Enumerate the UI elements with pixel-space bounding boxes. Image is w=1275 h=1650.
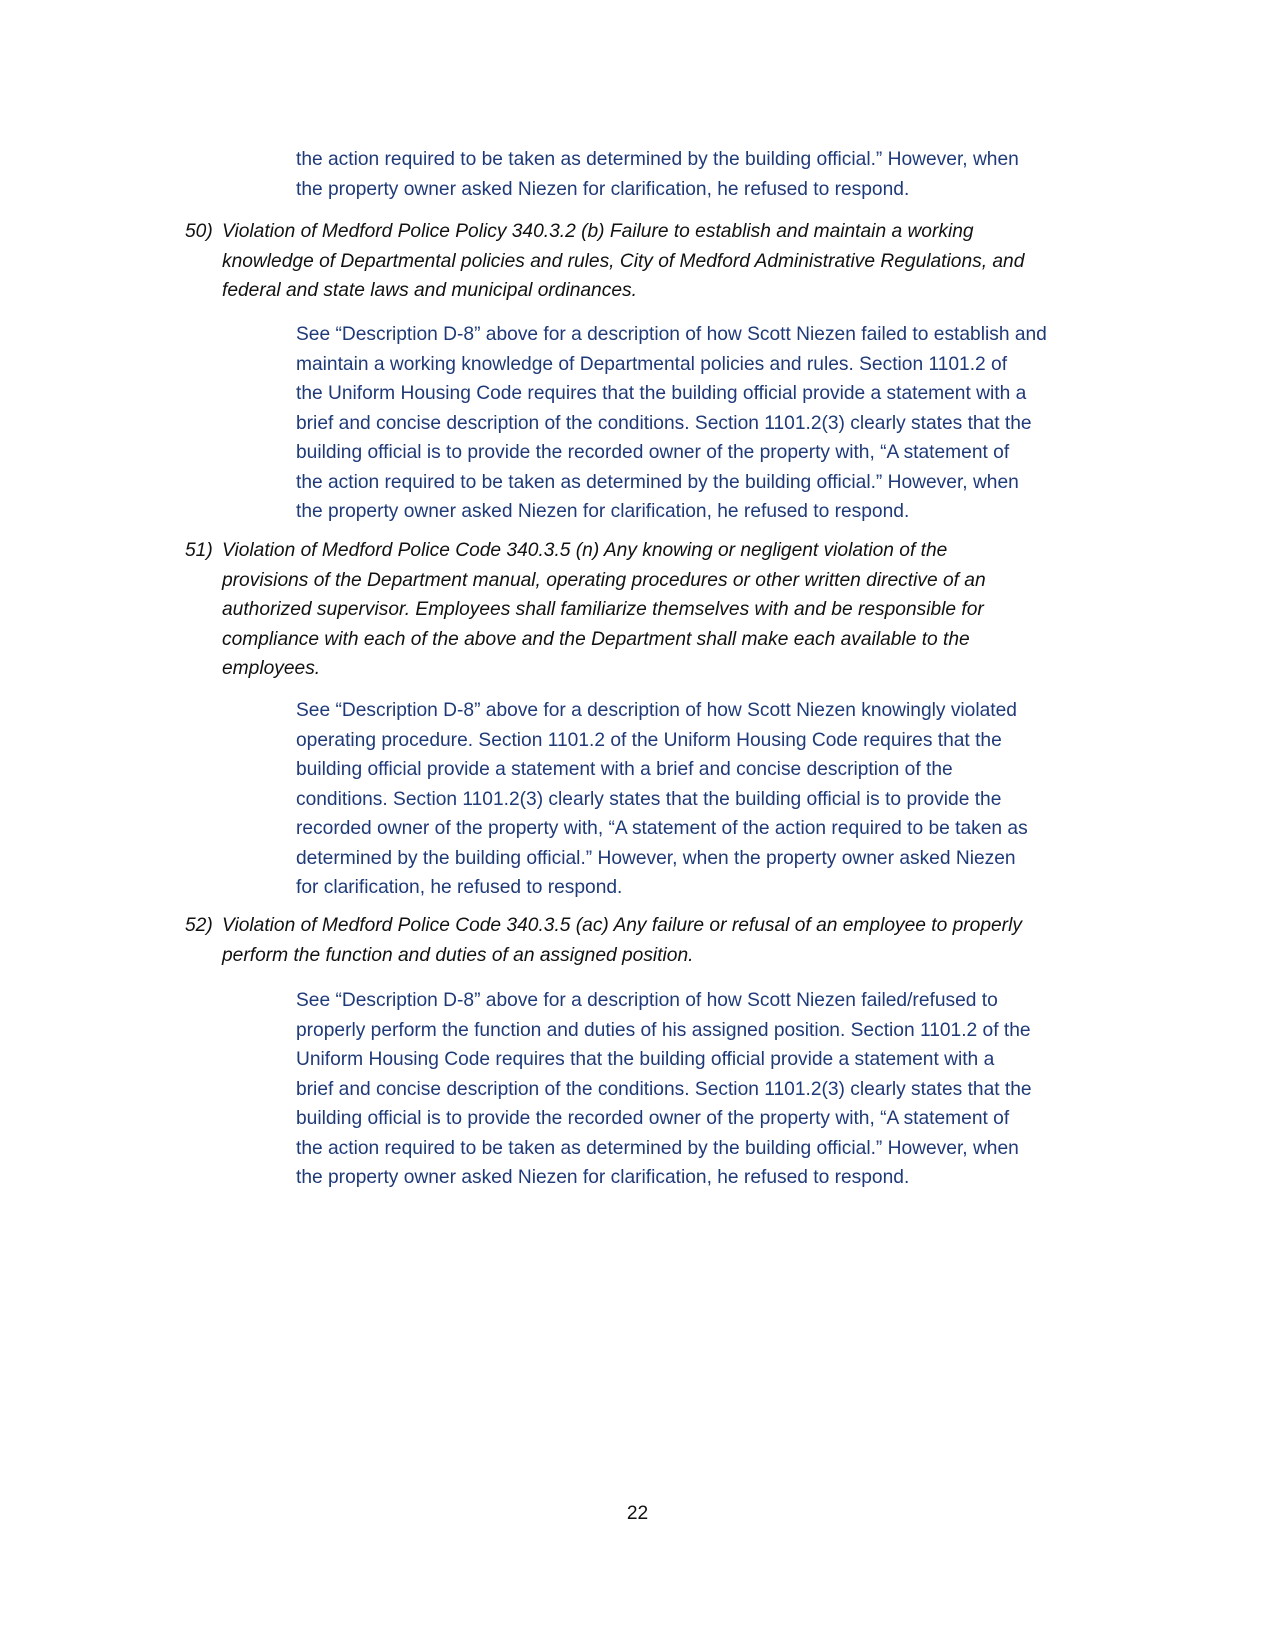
- paragraph-line: building official provide a statement with a brief and concise description of the: [296, 759, 953, 780]
- description-paragraph: [296, 696, 1116, 903]
- heading-line: compliance with each of the above and the Department shall make each available to the: [222, 628, 970, 650]
- paragraph-line: operating procedure. Section 1101.2 of the Uniform Housing Code requires that the: [296, 729, 1002, 751]
- item-number: 50): [185, 221, 213, 242]
- heading-text: Violation of Medford Police Policy 340.3.2 (b) Failure to establish and maintain a working: [222, 221, 974, 242]
- paragraph-line: properly perform the function and duties of his assigned position. Section 1101.2 of the: [296, 1019, 1031, 1041]
- paragraph-line: brief and concise description of the conditions. Section 1101.2(3) clearly states that the: [296, 1078, 1032, 1100]
- heading-line: employees.: [222, 658, 321, 679]
- paragraph-line: recorded owner of the property with, “A statement of the action required to be taken as: [296, 818, 1028, 839]
- paragraph-line: the Uniform Housing Code requires that the building official provide a statement with a: [296, 383, 1027, 404]
- violation-item-heading: [185, 217, 1115, 306]
- paragraph-line: building official is to provide the recorded owner of the property with, “A statement of: [296, 1108, 1010, 1129]
- heading-line: [185, 536, 1115, 566]
- paragraph-line: See “Description D-8” above for a description of how Scott Niezen failed to establish and: [296, 324, 1047, 345]
- paragraph-line: the property owner asked Niezen for clarification, he refused to respond.: [296, 178, 910, 200]
- paragraph-line: building official is to provide the recorded owner of the property with, “A statement of: [296, 442, 1010, 463]
- heading-line: perform the function and duties of an assigned position.: [222, 944, 694, 966]
- heading-text: Violation of Medford Police Code 340.3.5 (n) Any knowing or negligent violation of the: [222, 540, 948, 561]
- paragraph-line: the action required to be taken as determined by the building official.” However, when: [296, 149, 1019, 170]
- heading-line: [185, 217, 1115, 247]
- violation-item-heading: [185, 911, 1115, 970]
- item-number: 52): [185, 915, 213, 936]
- paragraph-line: conditions. Section 1101.2(3) clearly states that the building official is to provide the: [296, 788, 1002, 810]
- paragraph-line: the property owner asked Niezen for clarification, he refused to respond.: [296, 501, 910, 522]
- paragraph-line: the property owner asked Niezen for clarification, he refused to respond.: [296, 1167, 910, 1188]
- page-number: 22: [626, 1503, 649, 1524]
- paragraph-line: determined by the building official.” However, when the property owner asked Niezen: [296, 847, 1016, 869]
- paragraph-line: brief and concise description of the conditions. Section 1101.2(3) clearly states that the: [296, 412, 1032, 434]
- description-paragraph: [296, 986, 1116, 1193]
- heading-line: knowledge of Departmental policies and rules, City of Medford Administrative Regulations, and: [222, 250, 1025, 272]
- paragraph-line: See “Description D-8” above for a description of how Scott Niezen knowingly violated: [296, 700, 1017, 721]
- paragraph-line: Uniform Housing Code requires that the building official provide a statement with a: [296, 1049, 995, 1070]
- heading-line: provisions of the Department manual, operating procedures or other written directive of an: [222, 569, 986, 591]
- paragraph-line: the action required to be taken as determined by the building official.” However, when: [296, 1137, 1019, 1159]
- heading-line: [185, 911, 1115, 941]
- item-number: 51): [185, 540, 213, 561]
- paragraph-line: for clarification, he refused to respond.: [296, 877, 623, 898]
- paragraph-line: See “Description D-8” above for a description of how Scott Niezen failed/refused to: [296, 990, 998, 1011]
- description-paragraph: [296, 320, 1116, 527]
- heading-text: Violation of Medford Police Code 340.3.5 (ac) Any failure or refusal of an employee to properly: [222, 915, 1022, 936]
- heading-line: authorized supervisor. Employees shall familiarize themselves with and be responsible for: [222, 599, 984, 620]
- violation-item-heading: [185, 536, 1115, 684]
- paragraph-line: maintain a working knowledge of Departmental policies and rules. Section 1101.2 of: [296, 353, 1008, 375]
- paragraph-line: the action required to be taken as determined by the building official.” However, when: [296, 471, 1019, 493]
- description-paragraph: [296, 145, 1116, 204]
- heading-line: federal and state laws and municipal ordinances.: [222, 280, 637, 301]
